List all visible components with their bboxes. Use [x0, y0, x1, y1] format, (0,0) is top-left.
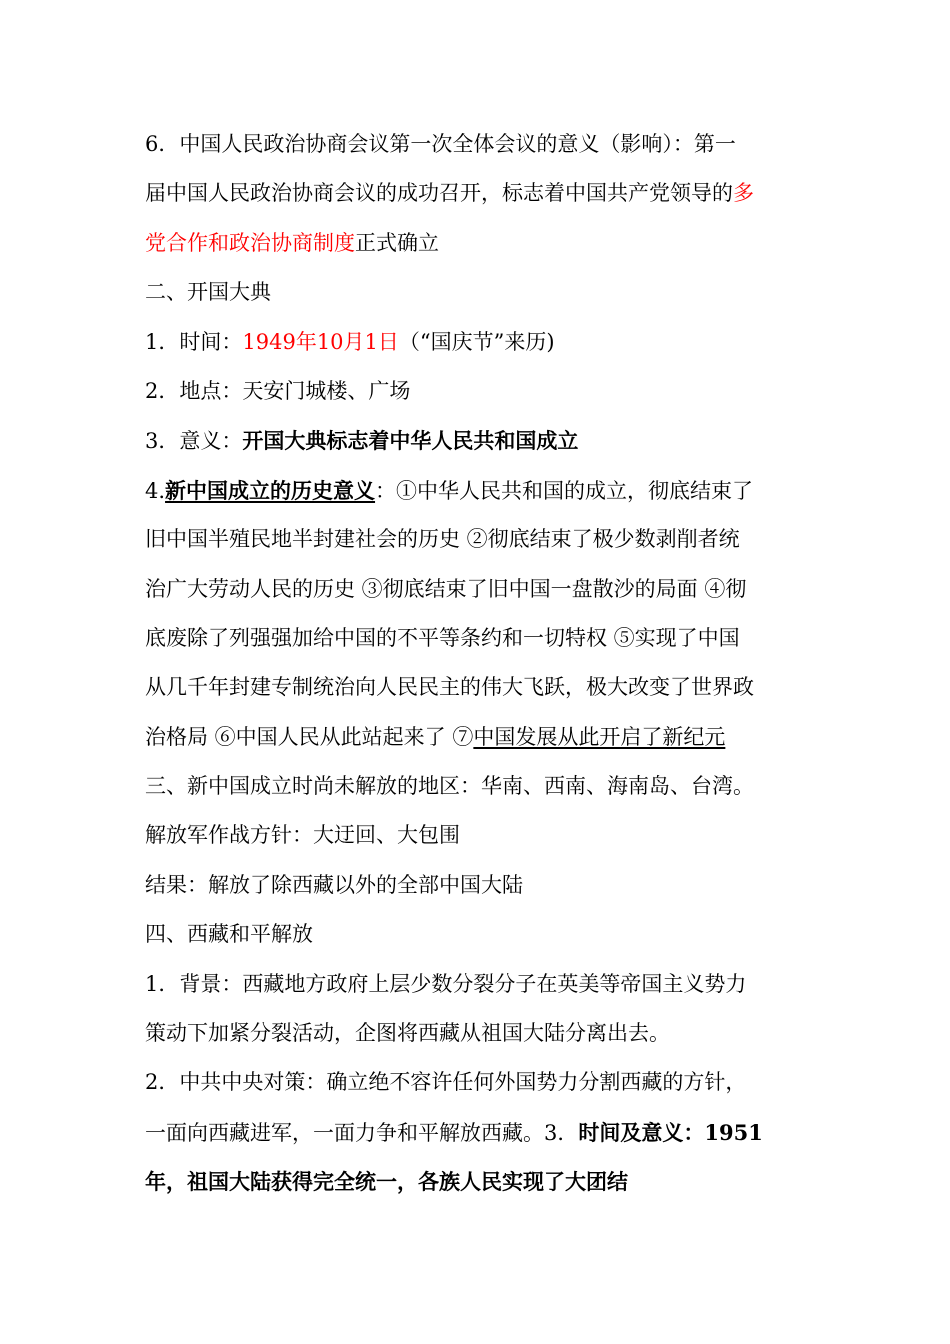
text-run: （“国庆节”来历) [398, 329, 555, 354]
text-line-20 [145, 1058, 810, 1107]
text-run: ：①中华人民共和国的成立，彻底结束了 [375, 478, 754, 503]
bold-text: 开国大典标志着中华人民共和国成立 [242, 428, 579, 454]
text-line-8 [145, 466, 810, 515]
text-run: 一面向西藏进军，一面力争和平解放西藏。3． [145, 1120, 579, 1145]
text-line-2 [145, 169, 810, 218]
text-run: 治格局 ⑥中国人民从此站起来了 ⑦ [145, 724, 474, 749]
text-run: 3．意义： [145, 429, 243, 454]
text-run: 旧中国半殖民地半封建社会的历史 ②彻底结束了极少数剥削者统 [145, 527, 740, 552]
text-line-13 [145, 713, 810, 762]
text-run: 治广大劳动人民的历史 ③彻底结束了旧中国一盘散沙的局面 ④彻 [145, 576, 747, 601]
text-run: 1．时间： [145, 329, 243, 354]
text-run: 正式确立 [355, 230, 439, 255]
text-line-21 [145, 1108, 810, 1157]
text-run: 二、开国大典 [145, 280, 271, 305]
text-line-12 [145, 663, 810, 712]
text-line-4 [145, 268, 810, 317]
highlighted-text: 党合作和政治协商制度 [145, 230, 355, 255]
text-run: 1．背景：西藏地方政府上层少数分裂分子在英美等帝国主义势力 [145, 971, 747, 996]
text-line-15 [145, 811, 810, 860]
text-run: 策动下加紧分裂活动，企图将西藏从祖国大陆分离出去。 [145, 1021, 670, 1046]
text-run: 2．中共中央对策：确立绝不容许任何外国势力分割西藏的方针， [145, 1070, 747, 1095]
text-run: 届中国人民政治协商会议的成功召开，标志着中国共产党领导的 [145, 181, 733, 206]
text-run: 从几千年封建专制统治向人民民主的伟大飞跃，极大改变了世界政 [145, 675, 754, 700]
text-run: 结果：解放了除西藏以外的全部中国大陆 [145, 872, 523, 897]
text-line-5 [145, 318, 810, 367]
text-line-9 [145, 515, 810, 564]
text-line-7 [145, 416, 810, 465]
bold-text: 时间及意义：1951 [578, 1119, 763, 1145]
document-body [145, 120, 810, 1207]
text-line-16 [145, 861, 810, 910]
text-run: 四、西藏和平解放 [145, 922, 313, 947]
highlighted-text: 1949年10月1日 [242, 329, 399, 354]
text-line-22 [145, 1157, 810, 1206]
text-line-11 [145, 614, 810, 663]
highlighted-text: 多 [733, 181, 754, 206]
bold-text: 年，祖国大陆获得完全统一，各族人民实现了大团结 [145, 1169, 628, 1195]
text-line-1 [145, 120, 810, 169]
text-line-14 [145, 762, 810, 811]
text-line-10 [145, 565, 810, 614]
text-run: 解放军作战方针：大迂回、大包围 [145, 823, 460, 848]
text-line-18 [145, 960, 810, 1009]
text-line-17 [145, 910, 810, 959]
underlined-text: 中国发展从此开启了新纪元 [473, 724, 726, 749]
text-run: 2．地点：天安门城楼、广场 [145, 378, 411, 403]
bold-underlined-text: 新中国成立的历史意义 [165, 477, 376, 503]
text-run: 三、新中国成立时尚未解放的地区：华南、西南、海南岛、台湾。 [145, 774, 754, 799]
text-run: 4. [145, 478, 166, 503]
text-line-6 [145, 367, 810, 416]
text-run: 底废除了列强强加给中国的不平等条约和一切特权 ⑤实现了中国 [145, 625, 740, 650]
text-run: 6．中国人民政治协商会议第一次全体会议的意义（影响）：第一 [145, 132, 736, 156]
text-line-3 [145, 219, 810, 268]
text-line-19 [145, 1009, 810, 1058]
